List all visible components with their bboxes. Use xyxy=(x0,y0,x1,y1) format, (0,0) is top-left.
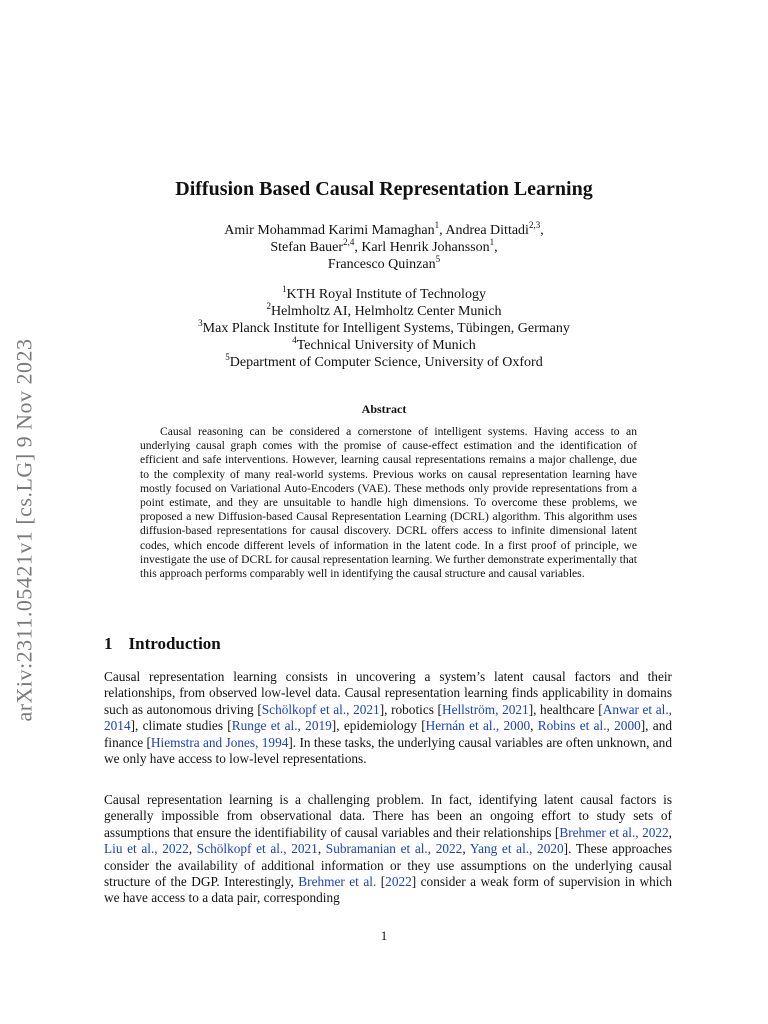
affiliation: $^2$Helmholtz AI, Helmholtz Center Munich xyxy=(266,301,502,319)
abstract-text: Causal reasoning can be considered a cornerstone of intelligent systems. Having access to an underlying causal graph comes with the promise of cause-effect estimation and the identification of efficient and safe interventions. However, learning causal representations remains a major challenge, due to the complexity of many real-world systems. Previous works on causal representation learning have mostly focused on Variational Auto-Encoders (VAE). These methods only provide representations from a point estimate, and they are unsuitable to handle high dimensions. To overcome these problems, we proposed a new Diffusion-based Causal Representation Learning (DCRL) algorithm. This algorithm uses diffusion-based representations for causal discovery. DCRL offers access to infinite dimensional latent codes, which encode different levels of information in the latent code. In a first proof of principle, we investigate the use of DCRL for causal representation learning. We further demonstrate experimentally that this approach performs comparably well in identifying the causal structure and causal variables. xyxy=(140,425,637,581)
author-affiliation-mark: 2,4 xyxy=(343,237,355,247)
author-list xyxy=(0,222,768,273)
abstract-heading: Abstract xyxy=(361,402,407,416)
paper-title: Diffusion Based Causal Representation Learning xyxy=(175,178,593,200)
citation-link[interactable]: Schölkopf et al., 2021 xyxy=(196,841,318,857)
citation-link[interactable]: Hellström, 2021 xyxy=(441,701,529,717)
citation-link[interactable]: 2022 xyxy=(385,874,412,890)
citation-link[interactable]: Brehmer et al. xyxy=(298,874,377,890)
affiliation: $^3$Max Planck Institute for Intelligent Systems, Tübingen, Germany xyxy=(198,318,570,336)
arxiv-sidebar xyxy=(5,320,45,740)
citation-link[interactable]: Hiemstra and Jones, 1994 xyxy=(150,734,289,750)
citation-link[interactable]: Hernán et al., 2000 xyxy=(425,718,531,734)
citation-link[interactable]: Liu et al., 2022 xyxy=(104,841,189,857)
citation-link[interactable]: Schölkopf et al., 2021 xyxy=(261,701,380,717)
citation-link[interactable]: Anwar et al., 2014 xyxy=(104,701,672,734)
body-paragraph: Causal representation learning consists in uncovering a system’s latent causal factors and their relationships, from observed low-level data. Causal representation learning finds applicability in domains such as autonomous driving [Schölkopf et al., 2021], robotics [Hellström, 2021], healthcare [Anwar et al., 2014], climate studies [Runge et al., 2019], epidemiology [Hernán et al., 2000, Robins et al., 2000], and finance [Hiemstra and Jones, 1994]. In these tasks, the underlying causal variables are often unknown, and we only have access to low-level representations. xyxy=(104,669,672,767)
citation-link[interactable]: Runge et al., 2019 xyxy=(231,718,332,734)
author-line: Stefan Bauer$^{2,4}$, Karl Henrik Johansson$^1$, xyxy=(270,237,498,255)
citation-link[interactable]: Yang et al., 2020 xyxy=(469,841,564,857)
author-affiliation-mark: 1 xyxy=(434,220,440,230)
author-name: Stefan Bauer xyxy=(270,240,344,255)
arxiv-identifier: arXiv:2311.05421v1 [cs.LG] 9 Nov 2023 xyxy=(12,338,37,722)
citation-link[interactable]: Subramanian et al., 2022 xyxy=(325,841,463,857)
author-name: Amir Mohammad Karimi Mamaghan xyxy=(224,223,435,238)
section-heading xyxy=(104,634,221,654)
page-number: 1 xyxy=(380,928,388,943)
author-name: Andrea Dittadi xyxy=(445,223,529,238)
section-number: 1 xyxy=(104,634,113,653)
body-paragraph: Causal representation learning is a challenging problem. In fact, identifying latent causal factors is generally impossible from observational data. There has been an ongoing effort to study sets of assumptions that ensure the identifiability of causal variables and their relationships [Brehmer et al., 2022, Liu et al., 2022, Schölkopf et al., 2021, Subramanian et al., 2022, Yang et al., 2020]. These approaches consider the availability of additional information or they use assumptions on the underlying causal structure of the DGP. Interestingly, Brehmer et al. [2022] consider a weak form of supervision in which we have access to a data pair, corresponding xyxy=(104,792,673,906)
author-affiliation-mark: 1 xyxy=(489,237,495,247)
affiliation: $^4$Technical University of Munich xyxy=(292,335,476,353)
author-line: Amir Mohammad Karimi Mamaghan$^1$, Andrea Dittadi$^{2,3}$, xyxy=(224,220,544,238)
citation-link[interactable]: Brehmer et al., 2022 xyxy=(559,824,669,840)
author-affiliation-mark: 5 xyxy=(435,254,441,264)
section-title: Introduction xyxy=(128,634,221,653)
author-line xyxy=(0,256,768,273)
affiliation-list xyxy=(0,286,768,371)
affiliation: $^1$KTH Royal Institute of Technology xyxy=(282,284,486,302)
author-name: Francesco Quinzan xyxy=(327,257,436,272)
author-affiliation-mark: 2,3 xyxy=(528,220,541,230)
affiliation: $^5$Department of Computer Science, University of Oxford xyxy=(225,352,543,370)
citation-link[interactable]: Robins et al., 2000 xyxy=(537,718,641,734)
author-name: Karl Henrik Johansson xyxy=(361,240,490,255)
